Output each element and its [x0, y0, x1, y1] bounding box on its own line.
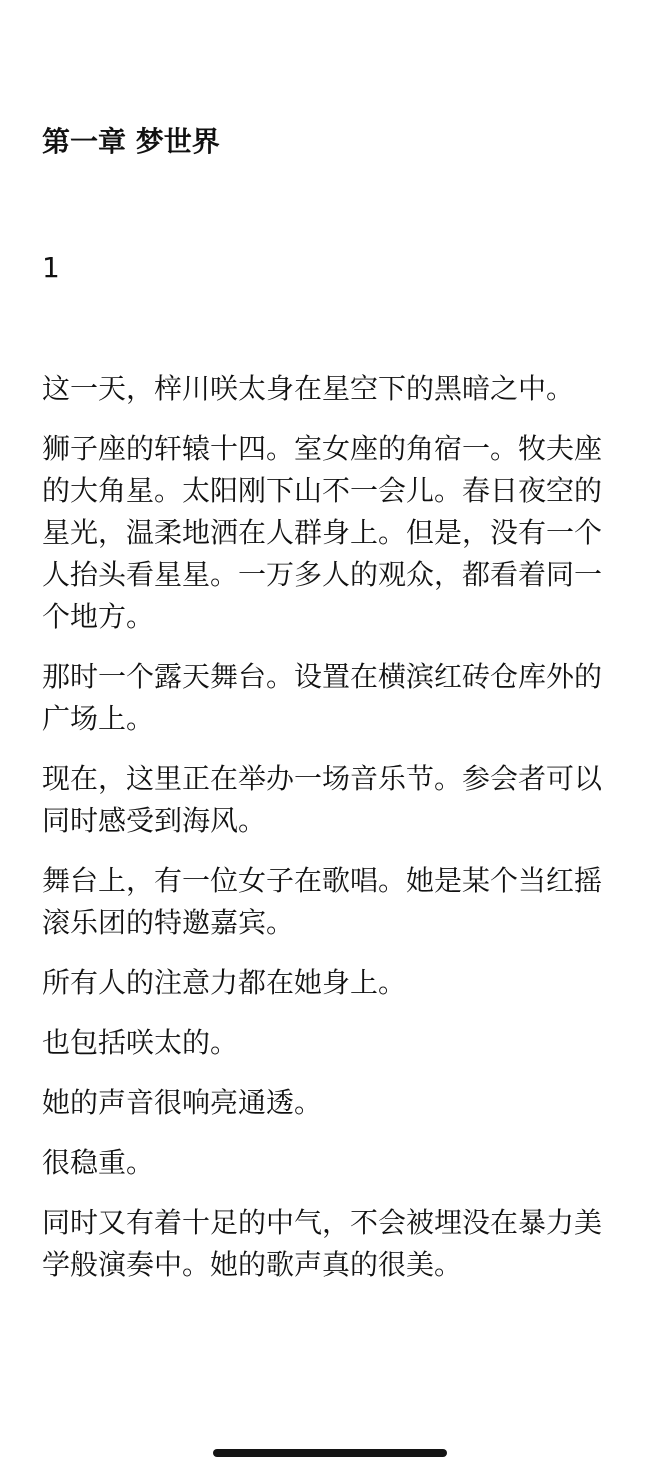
paragraph: 同时又有着十足的中气，不会被埋没在暴力美学般演奏中。她的歌声真的很美。	[42, 1206, 603, 1281]
paragraph: 舞台上，有一位女子在歌唱。她是某个当红摇滚乐团的特邀嘉宾。	[42, 864, 603, 939]
paragraph: 她的声音很响亮通透。	[42, 1086, 323, 1119]
section-number: 1	[42, 251, 60, 284]
paragraph: 这一天，梓川咲太身在星空下的黑暗之中。	[42, 372, 575, 405]
chapter-title: 第一章 梦世界	[42, 125, 220, 158]
paragraph: 现在，这里正在举办一场音乐节。参会者可以同时感受到海风。	[42, 762, 603, 837]
paragraph: 所有人的注意力都在她身上。	[42, 966, 407, 999]
paragraph: 很稳重。	[42, 1146, 155, 1179]
paragraph: 那时一个露天舞台。设置在横滨红砖仓库外的广场上。	[42, 660, 603, 735]
home-indicator[interactable]	[213, 1449, 447, 1457]
chapter-text	[42, 368, 622, 1378]
paragraph: 狮子座的轩辕十四。室女座的角宿一。牧夫座的大角星。太阳刚下山不一会儿。春日夜空的星光，温柔地洒在人群身上。但是，没有一个人抬头看星星。一万多人的观众，都看着同一个地方。	[42, 432, 603, 633]
paragraph: 也包括咲太的。	[42, 1026, 239, 1059]
